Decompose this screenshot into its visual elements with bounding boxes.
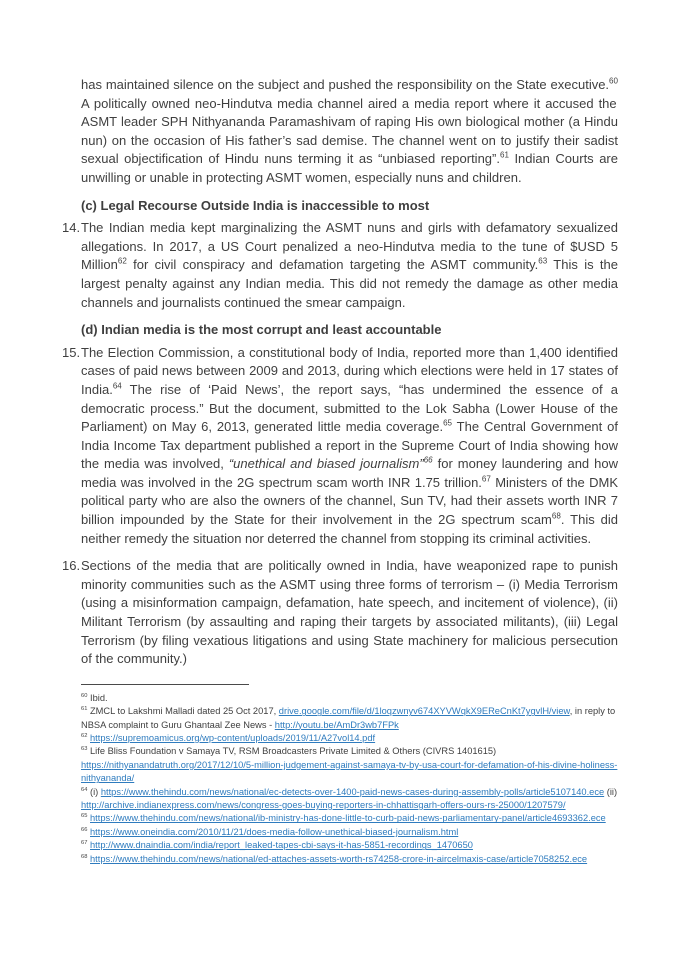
text-run: Indian Courts are unwilling or unable in protecting ASMT women, especially nuns and children. bbox=[81, 151, 618, 185]
footnote-separator bbox=[81, 684, 249, 685]
hyperlink[interactable]: https://www.thehindu.com/news/national/ec-detects-over-1400-paid-news-cases-during-assembly-polls/article5107140.ece bbox=[100, 786, 605, 797]
footnote-number: 64 bbox=[81, 786, 88, 793]
text-run: for money laundering and how media was involved in the 2G spectrum scam worth INR 1.75 trillion. bbox=[81, 456, 618, 490]
text-run: has maintained silence on the subject and pushed the responsibility on the State executive. bbox=[81, 77, 610, 92]
footnote-number: 60 bbox=[81, 692, 88, 699]
footnote bbox=[81, 853, 618, 866]
paragraph bbox=[62, 219, 618, 312]
emphasis-run: “unethical and biased journalism” bbox=[228, 456, 424, 472]
hyperlink[interactable]: http://youtu.be/AmDr3wb7FPk bbox=[274, 719, 399, 730]
footnote bbox=[81, 826, 618, 839]
text-run: , in reply to NBSA complaint to Guru Ghantaal Zee News - bbox=[81, 706, 616, 730]
footnote-number: 68 bbox=[81, 853, 88, 860]
section-heading: (d) Indian media is the most corrupt and least accountable bbox=[81, 322, 442, 338]
footnote bbox=[81, 786, 618, 813]
text-run: ZMCL to Lakshmi Malladi dated 25 Oct 2017, bbox=[90, 706, 279, 717]
footnote-number: 62 bbox=[81, 732, 88, 739]
paragraph bbox=[62, 344, 618, 549]
footnote bbox=[81, 812, 618, 825]
footnote bbox=[81, 745, 618, 785]
footnote bbox=[81, 732, 618, 745]
footnote-ref: 67 bbox=[481, 474, 491, 484]
footnote-ref: 65 bbox=[443, 418, 453, 428]
text-run: The Election Commission, a constitutional body of India, reported more than 1,400 identified cases of paid news between 2009 and 2013, during which elections were held in 17 states of India. bbox=[81, 344, 618, 397]
text-run: . This did neither remedy the situation nor deterred the channel from stopping its criminal activities. bbox=[81, 512, 618, 546]
text-run: Sections of the media that are politically owned in India, have weaponized rape to punish minority communities such as the ASMT using three forms of terrorism – (i) Media Terrorism (using a misinformation campaign, defamation, hate speech, and incitement of violence), (ii) Militant Terrorism (by assaulting and raping their targets by associated militants), (iii) Legal Terrorism (by filing vexatious litigations and using State machinery for malicious persecution of the community.) bbox=[81, 558, 618, 667]
text-run: for civil conspiracy and defamation targeting the ASMT community. bbox=[126, 257, 539, 273]
footnote-number: 65 bbox=[81, 813, 88, 820]
hyperlink[interactable]: drive.google.com/file/d/1loqzwnyv674XYVWqkX9EReCnKt7ygvlH/view bbox=[278, 706, 570, 717]
hyperlink[interactable]: http://archive.indianexpress.com/news/congress-goes-buying-reporters-in-chhattisgarh-offers-ours-rs-25000/1207579/ bbox=[81, 800, 566, 811]
footnote-ref: 63 bbox=[538, 257, 548, 267]
document-body bbox=[62, 76, 618, 669]
text-run: The rise of ‘Paid News’, the report says, “has undermined the essence of a democratic process.” But the document, submitted to the Lok Sabha (Lower House of the Parliament) on May 6, 2013, generated little media coverage. bbox=[81, 381, 618, 435]
hyperlink[interactable]: https://supremoamicus.org/wp-content/uploads/2019/11/A27vol14.pdf bbox=[90, 733, 376, 744]
text-run: The Central Government of India Income Tax department published a report in the Supreme Court of India showing how the media was involved, bbox=[81, 419, 618, 472]
footnote-ref: 60 bbox=[609, 76, 618, 86]
text-run: Life Bliss Foundation v Samaya TV, RSM Broadcasters Private Limited & Others (CIVRS 1401615) bbox=[90, 746, 497, 757]
footnote-number: 63 bbox=[81, 746, 88, 753]
footnote-ref: 62 bbox=[117, 257, 127, 267]
text-run: A politically owned neo-Hindutva media channel aired a media report where it accused the ASMT leader SPH Nithyananda Paramashivam of raping His own biological mother (a Hindu nun) on the occasion of His father’s sad demise. The channel went on to justify their sadist sexual objectification of Hindu nuns terming it as “unbiased reporting”. bbox=[81, 95, 618, 167]
paragraph bbox=[62, 557, 618, 669]
hyperlink[interactable]: https://www.thehindu.com/news/national/ib-ministry-has-done-little-to-curb-paid-news-parliamentary-panel/article4693362.ece bbox=[90, 813, 606, 824]
hyperlink[interactable]: https://nithyanandatruth.org/2017/12/10/5-million-judgement-against-samaya-tv-by-usa-court-for-defamation-of-his-divine-holiness-nithyananda/ bbox=[81, 759, 618, 784]
text-run: (i) bbox=[90, 786, 101, 797]
text-run: (ii) bbox=[604, 786, 618, 797]
paragraph bbox=[81, 76, 618, 188]
text-run: This is the largest penalty against any Indian media. This did not remedy the damage as other media channels and journalists continued the smear campaign. bbox=[81, 257, 618, 310]
section-heading: (c) Legal Recourse Outside India is inaccessible to most bbox=[81, 197, 430, 213]
hyperlink[interactable]: https://www.thehindu.com/news/national/ed-attaches-assets-worth-rs74258-crore-in-aircelmaxis-case/article7058252.ece bbox=[90, 853, 588, 864]
footnote-number: 61 bbox=[81, 706, 88, 713]
text-run: Ibid. bbox=[90, 692, 108, 703]
footnote bbox=[81, 839, 618, 852]
footnote bbox=[81, 705, 618, 732]
footnote-ref: 68 bbox=[551, 511, 561, 521]
hyperlink[interactable]: http://www.dnaindia.com/india/report_leaked-tapes-cbi-says-it-has-5851-recordings_1470650 bbox=[90, 840, 473, 851]
paragraph-number: 16. bbox=[62, 558, 81, 574]
paragraph-number: 15. bbox=[62, 344, 81, 360]
footnote-number: 66 bbox=[81, 826, 88, 833]
footnote-number: 67 bbox=[81, 840, 88, 847]
footnote-ref: 64 bbox=[112, 381, 122, 391]
footnote-ref: 66 bbox=[423, 455, 433, 465]
footnote bbox=[81, 692, 618, 705]
hyperlink[interactable]: https://www.oneindia.com/2010/11/21/does-media-follow-unethical-biased-journalism.html bbox=[90, 826, 459, 837]
text-run: The Indian media kept marginalizing the ASMT nuns and girls with defamatory sexualized allegations. In 2017, a US Court penalized a neo-Hindutva media to the tune of $USD 5 Million bbox=[81, 220, 618, 273]
paragraph-number: 14. bbox=[62, 220, 81, 236]
text-run: Ministers of the DMK political party who are also the owners of the channel, Sun TV, had their assets worth INR 7 billion impounded by the State for their involvement in the 2G spectrum scam bbox=[81, 474, 618, 528]
footnote-ref: 61 bbox=[499, 151, 509, 161]
footnotes-section bbox=[81, 692, 618, 866]
